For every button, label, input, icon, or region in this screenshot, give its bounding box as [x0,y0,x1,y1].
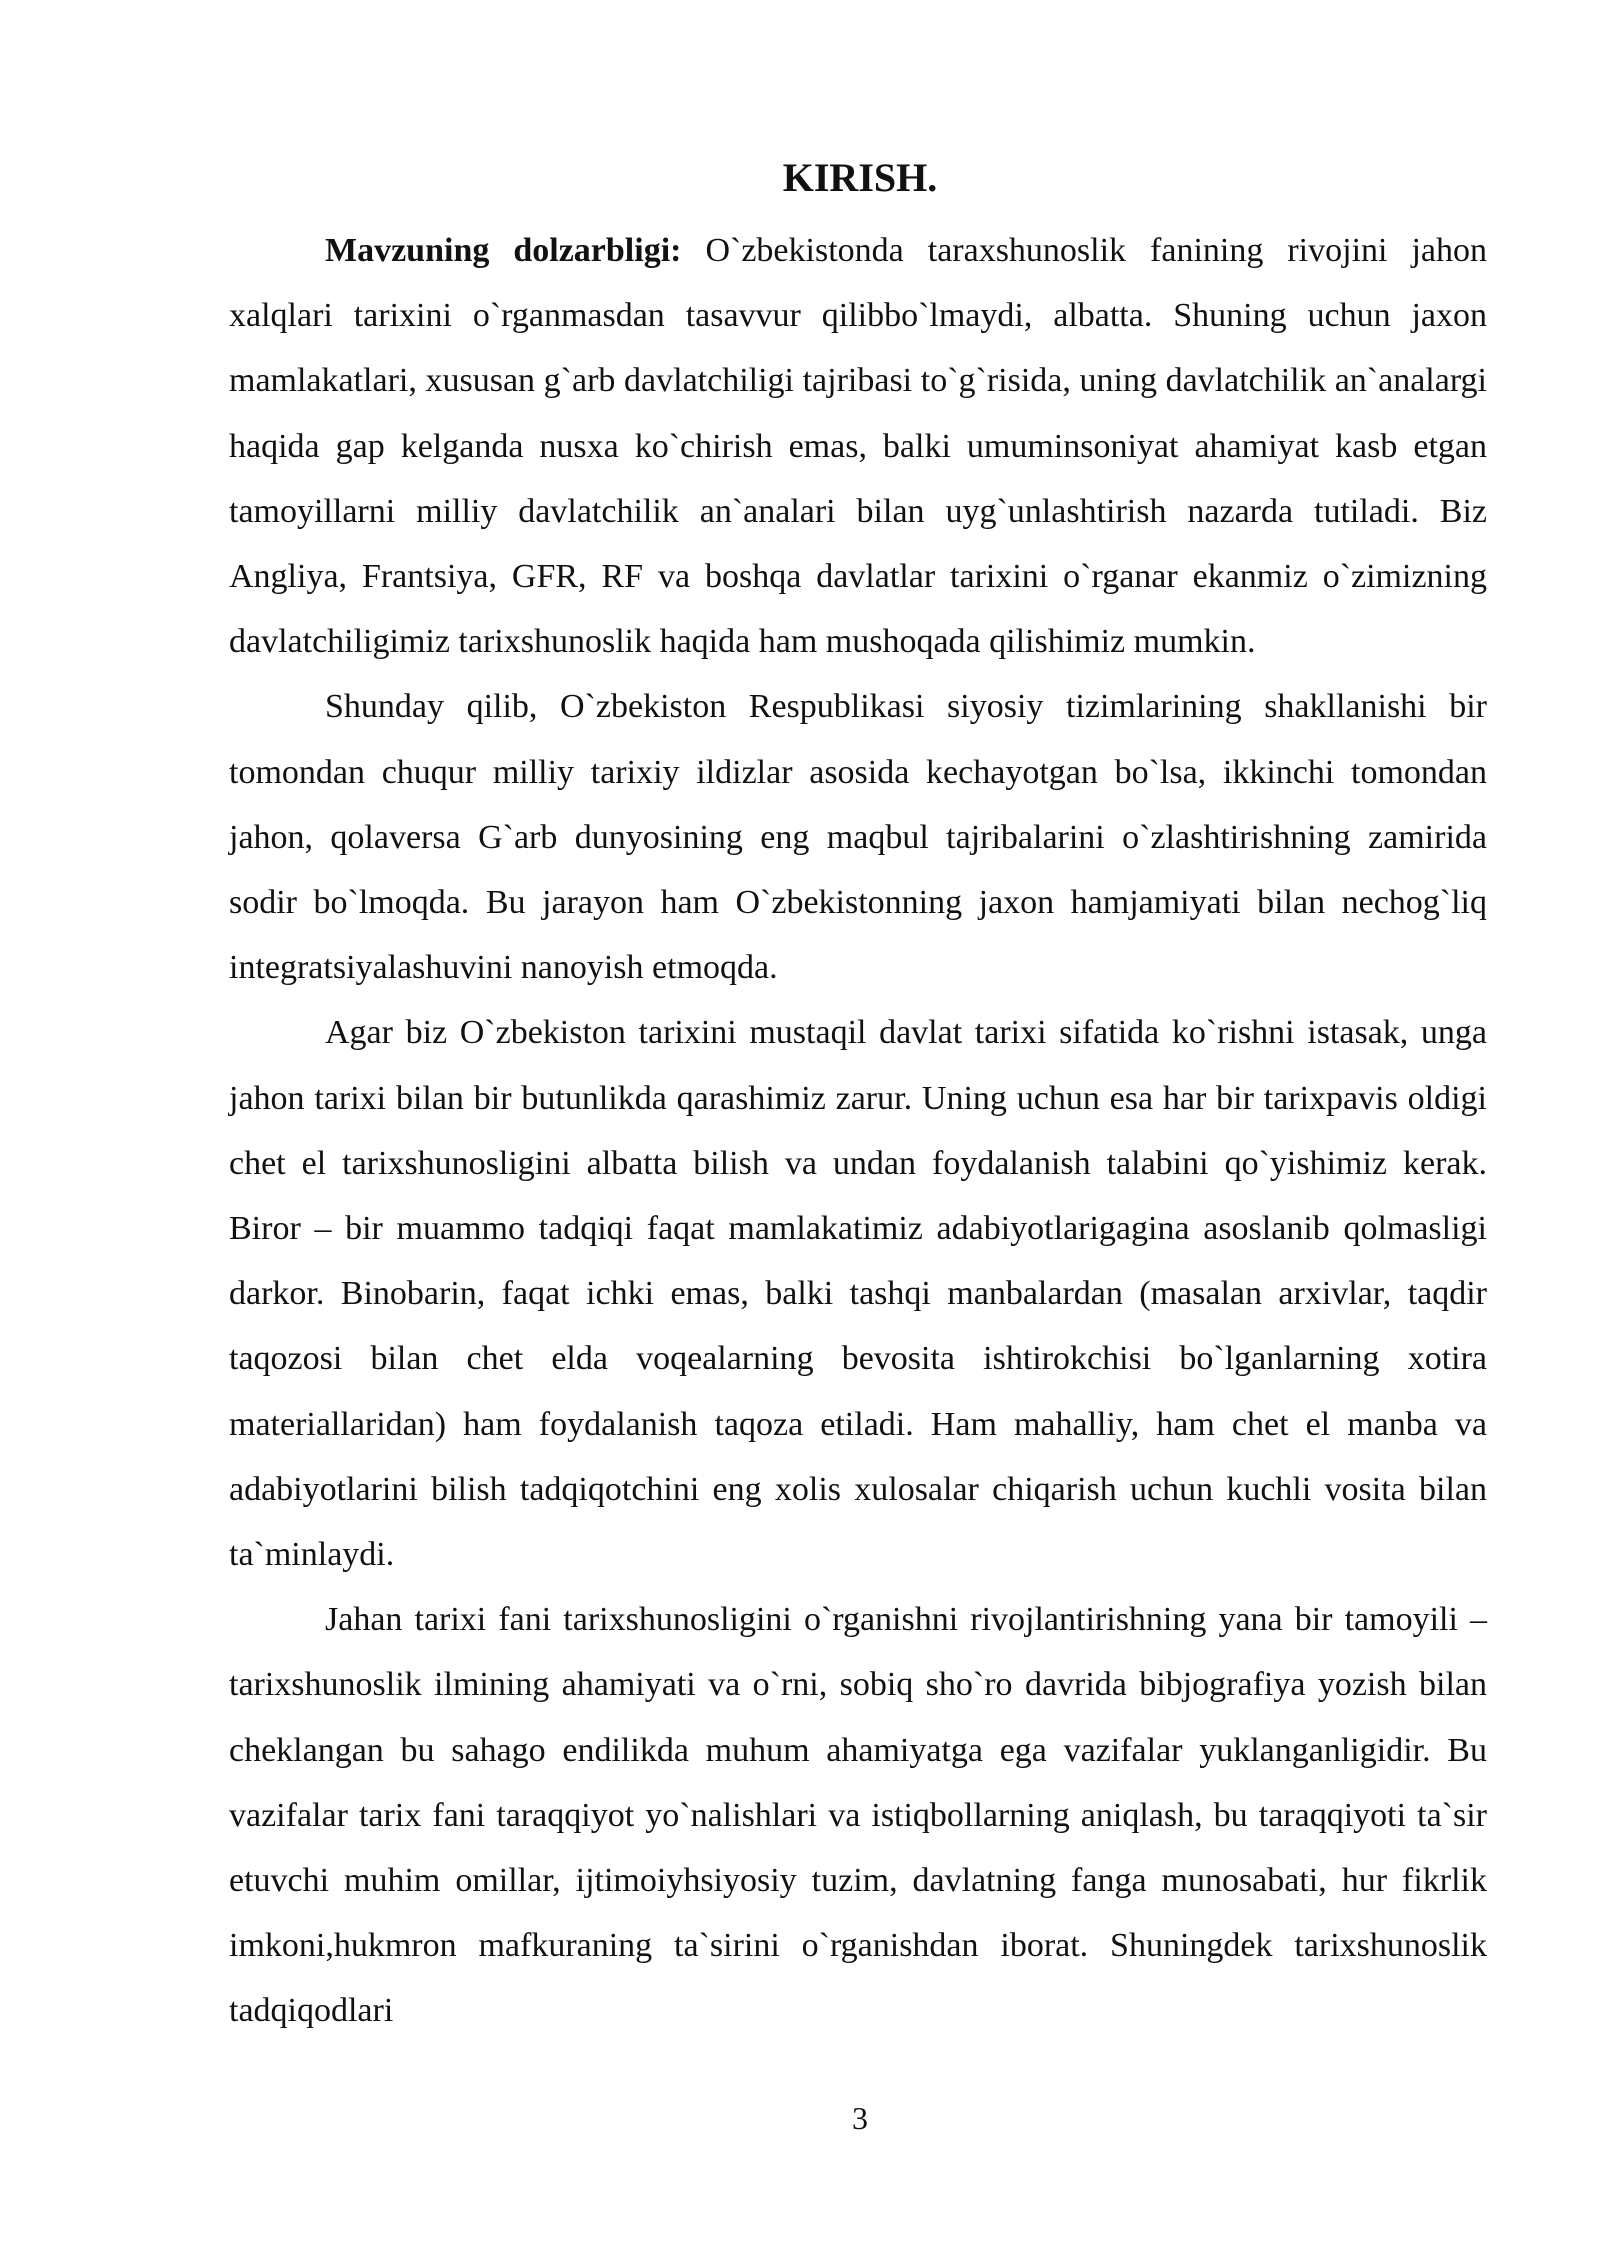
paragraph-4: Jahan tarixi fani tarixshunosligini o`rganishni rivojlantirishning yana bir tamoyili – tarixshunoslik ilmining ahamiyati va o`rni, sobiq sho`ro davrida bibjografiya yozish bilan cheklangan bu sahago endilikda muhum ahamiyatga ega vazifalar yuklanganligidir. Bu vazifalar tarix fani taraqqiyot yo`nalishlari va istiqbollarning aniqlash, bu taraqqiyoti ta`sir etuvchi muhim omillar, ijtimoiyhsiyosiy tuzim, davlatning fanga munosabati, hur fikrlik imkoni,hukmron mafkuraning ta`sirini o`rganishdan iborat. Shuningdek tarixshunoslik tadqiqodlari [229,1601,1487,2030]
paragraph-3: Agar biz O`zbekiston tarixini mustaqil davlat tarixi sifatida ko`rishni istasak, unga jahon tarixi bilan bir butunlikda qarashimiz zarur. Uning uchun esa har bir tarixpavis oldigi chet el tarixshunosligini albatta bilish va undan foydalanish talabini qo`yishimiz kerak. Biror – bir muammo tadqiqi faqat mamlakatimiz adabiyotlarigagina asoslanib qolmasligi darkor. Binobarin, faqat ichki emas, balki tashqi manbalardan (masalan arxivlar, taqdir taqozosi bilan chet elda voqealarning bevosita ishtirokchisi bo`lganlarning xotira materiallaridan) ham foydalanish taqoza etiladi. Ham mahalliy, ham chet el manba va adabiyotlarini bilish tadqiqotchini eng xolis xulosalar chiqarish uchun kuchli vosita bilan ta`minlaydi. [229,1014,1487,1574]
body-text [229,218,1487,2044]
page-heading: KIRISH. [782,155,938,200]
paragraph-1-lead: Mavzuning dolzarbligi: [325,232,682,269]
page-number: 3 [852,2100,868,2136]
paragraph-1-text: O`zbekistonda taraxshunoslik fanining rivojini jahon xalqlari tarixini o`rganmasdan tasavvur qilibbo`lmaydi, albatta. Shuning uchun jaxon mamlakatlari, xususan g`arb davlatchiligi tajribasi to`g`risida, uning davlatchilik an`analargi haqida gap kelganda nusxa ko`chirish emas, balki umuminsoniyat ahamiyat kasb etgan tamoyillarni milliy davlatchilik an`analari bilan uyg`unlashtirish nazarda tutiladi. Biz Angliya, Frantsiya, GFR, RF va boshqa davlatlar tarixini o`rganar ekanmiz o`zimizning davlatchiligimiz tarixshunoslik haqida ham mushoqada qilishimiz mumkin. [229,232,1487,661]
paragraph-2: Shunday qilib, O`zbekiston Respublikasi siyosiy tizimlarining shakllanishi bir tomondan chuqur milliy tarixiy ildizlar asosida kechayotgan bo`lsa, ikkinchi tomondan jahon, qolaversa G`arb dunyosining eng maqbul tajribalarini o`zlashtirishning zamirida sodir bo`lmoqda. Bu jarayon ham O`zbekistonning jaxon hamjamiyati bilan nechog`liq integratsiyalashuvini nanoyish etmoqda. [229,688,1487,987]
paragraph-1 [229,218,1487,674]
